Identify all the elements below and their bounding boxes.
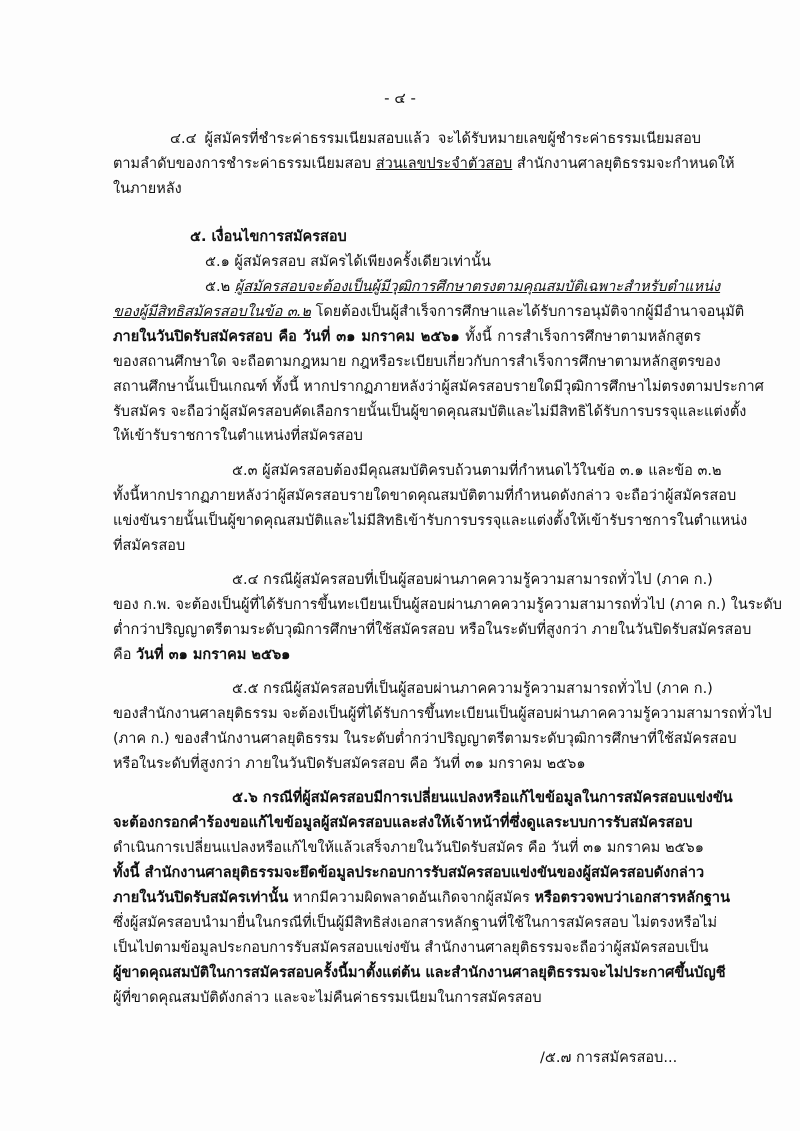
text-segment: ของสถานศึกษาใด จะถือตามกฎหมาย กฎหรือระเบียบเกี่ยวกับการสำเร็จการศึกษาตามหลักสูตรของ: [113, 354, 721, 370]
text-segment: โดยต้องเป็นผู้สำเร็จการศึกษาและได้รับการอนุมัติจากผู้มีอำนาจอนุมัติ: [310, 304, 745, 320]
text-line: [113, 887, 730, 909]
text-segment: ดำเนินการเปลี่ยนแปลงหรือแก้ไขให้แล้วเสร็จภายในวันปิดรับสมัคร คือ วันที่ ๓๑ มกราคม ๒๕๖๑: [113, 840, 704, 856]
text-segment: ๕.๓ ผู้สมัครสอบต้องมีคุณสมบัติครบถ้วนตามที่กำหนดไว้ในข้อ ๓.๑ และข้อ ๓.๒: [232, 463, 722, 479]
text-segment: หรือในระดับที่สูงกว่า ภายในวันปิดรับสมัครสอบ คือ วันที่ ๓๑ มกราคม ๒๕๖๑: [113, 756, 586, 772]
text-segment: ๕. เงื่อนไขการสมัครสอบ: [190, 229, 347, 245]
page-number: - ๔ -: [384, 89, 416, 107]
text-line: [113, 535, 701, 557]
text-segment: ตามลำดับของการชำระค่าธรรมเนียมสอบ: [113, 156, 376, 172]
text-segment: จะต้องกรอกคำร้องขอแก้ไขข้อมูลผู้สมัครสอบและส่งให้เจ้าหน้าที่ซึ่งดูแลระบบการรับสมัครสอบ: [113, 815, 693, 831]
text-segment: ๔.๔ ผู้สมัครที่ชำระค่าธรรมเนียมสอบแล้ว จะได้รับหมายเลขผู้ชำระค่าธรรมเนียมสอบ: [170, 131, 701, 147]
text-segment: สถานศึกษานั้นเป็นเกณฑ์ ทั้งนี้ หากปรากฏภายหลังว่าผู้สมัครสอบรายใดมีวุฒิการศึกษาไม่ตรงตามประกาศ: [113, 379, 764, 395]
text-segment: ให้เข้ารับราชการในตำแหน่งที่สมัครสอบ: [113, 428, 363, 444]
text-segment: ผู้สมัครสอบจะต้องเป็นผู้มีวุฒิการศึกษาตรงตามคุณสมบัติเฉพาะสำหรับตำแหน่ง: [234, 279, 721, 295]
continuation-note: /๕.๗ การสมัครสอบ...: [540, 1050, 678, 1066]
text-line: [113, 351, 721, 373]
text-segment: ส่วนเลขประจำตัวสอบ: [375, 156, 513, 172]
text-segment: ๕.๒: [205, 279, 235, 295]
text-line: [113, 510, 748, 532]
text-line: [113, 401, 747, 423]
text-segment: ซึ่งผู้สมัครสอบนำมายื่นในกรณีที่เป็นผู้มีสิทธิส่งเอกสารหลักฐานที่ใช้ในการสมัครสอบ ไม่ตรงหรือไม่: [113, 915, 718, 931]
text-segment: ของสำนักงานศาลยุติธรรม จะต้องเป็นผู้ที่ได้รับการขึ้นทะเบียนเป็นผู้สอบผ่านภาคความรู้ความสามารถทั่วไป: [113, 706, 772, 722]
text-line: [113, 862, 705, 884]
text-segment: สำนักงานศาลยุติธรรมจะกำหนดให้: [512, 156, 735, 172]
text-line: [113, 753, 701, 775]
text-line: [113, 937, 709, 959]
text-segment: ที่สมัครสอบ: [113, 538, 186, 554]
text-segment: ต่ำกว่าปริญญาตรีตามระดับวุฒิการศึกษาที่ใช้สมัครสอบ หรือในระดับที่สูงกว่า ภายในวันปิดรับสมัครสอบ: [113, 622, 752, 638]
text-line: [113, 326, 701, 348]
text-segment: ๕.๕ กรณีผู้สมัครสอบที่เป็นผู้สอบผ่านภาคความรู้ความสามารถทั่วไป (ภาค ก.): [232, 681, 713, 697]
text-line: [205, 251, 701, 273]
text-line: [205, 276, 721, 298]
text-line: [113, 178, 701, 200]
text-line: [113, 644, 701, 666]
text-segment: ของ ก.พ. จะต้องเป็นผู้ที่ได้รับการขึ้นทะเบียนเป็นผู้สอบผ่านภาคความรู้ความสามารถทั่วไป (ภาค ก.) ในระดับ: [113, 597, 782, 613]
text-line: [113, 962, 726, 984]
text-segment: คือ: [113, 647, 137, 663]
text-segment: ผู้ที่ขาดคุณสมบัติดังกล่าว และจะไม่คืนค่าธรรมเนียมในการสมัครสอบ: [113, 990, 542, 1006]
text-segment: ในภายหลัง: [113, 181, 182, 197]
text-line: [232, 460, 722, 482]
text-line: [113, 619, 752, 641]
text-line: [170, 128, 701, 150]
text-segment: ๕.๔ กรณีผู้สมัครสอบที่เป็นผู้สอบผ่านภาคความรู้ความสามารถทั่วไป (ภาค ก.): [232, 572, 713, 588]
text-line: [113, 812, 701, 834]
text-line: [232, 569, 713, 591]
text-line: [113, 987, 701, 1009]
text-segment: หรือตรวจพบว่าเอกสารหลักฐาน: [534, 890, 730, 906]
text-line: [113, 153, 735, 175]
text-segment: ทั้งนี้หากปรากฏภายหลังว่าผู้สมัครสอบรายใดขาดคุณสมบัติตามที่กำหนดดังกล่าว จะถือว่าผู้สมัครสอบ: [113, 488, 737, 504]
text-segment: ทั้งนี้ การสำเร็จการศึกษาตามหลักสูตร: [459, 329, 702, 345]
text-segment: หากมีความผิดพลาดอันเกิดจากผู้สมัคร: [288, 890, 535, 906]
text-line: [190, 226, 701, 248]
text-segment: ภายในวันปิดรับสมัครเท่านั้น: [113, 890, 289, 906]
text-line: [232, 678, 713, 700]
text-line: [113, 837, 704, 859]
text-line: [113, 485, 737, 507]
text-segment: ๕.๖ กรณีที่ผู้สมัครสอบมีการเปลี่ยนแปลงหรือแก้ไขข้อมูลในการสมัครสอบแข่งขัน: [232, 790, 733, 806]
text-line: [113, 912, 718, 934]
text-segment: ผู้ขาดคุณสมบัติในการสมัครสอบครั้งนี้มาตั้งแต่ต้น และสำนักงานศาลยุติธรรมจะไม่ประกาศขึ้นบัญชี: [113, 965, 726, 981]
text-line: [113, 703, 772, 725]
text-line: [113, 728, 737, 750]
text-line: [113, 425, 701, 447]
text-segment: แข่งขันรายนั้นเป็นผู้ขาดคุณสมบัติและไม่มีสิทธิเข้ารับการบรรจุและแต่งตั้งให้เข้ารับราชการในตำแหน่ง: [113, 513, 748, 529]
text-line: [113, 301, 745, 323]
text-segment: เป็นไปตามข้อมูลประกอบการรับสมัครสอบแข่งขัน สำนักงานศาลยุติธรรมจะถือว่าผู้สมัครสอบเป็น: [113, 940, 709, 956]
text-segment: (ภาค ก.) ของสำนักงานศาลยุติธรรม ในระดับต่ำกว่าปริญญาตรีตามระดับวุฒิการศึกษาที่ใช้สมัครสอบ: [113, 731, 737, 747]
text-segment: รับสมัคร จะถือว่าผู้สมัครสอบคัดเลือกรายนั้นเป็นผู้ขาดคุณสมบัติและไม่มีสิทธิได้รับการบรรจุและแต่งตั้ง: [113, 404, 747, 420]
text-line: [113, 594, 782, 616]
text-segment: วันที่ ๓๑ มกราคม ๒๕๖๑: [136, 647, 291, 663]
text-segment: ของผู้มีสิทธิสมัครสอบในข้อ ๓.๒: [113, 304, 311, 320]
text-line: [232, 787, 733, 809]
text-segment: ทั้งนี้ สำนักงานศาลยุติธรรมจะยึดข้อมูลประกอบการรับสมัครสอบแข่งขันของผู้สมัครสอบดังกล่าว: [113, 865, 705, 881]
text-segment: ภายในวันปิดรับสมัครสอบ คือ วันที่ ๓๑ มกราคม ๒๕๖๑: [113, 329, 460, 345]
text-line: [113, 376, 764, 398]
text-segment: ๕.๑ ผู้สมัครสอบ สมัครได้เพียงครั้งเดียวเท่านั้น: [205, 254, 491, 270]
